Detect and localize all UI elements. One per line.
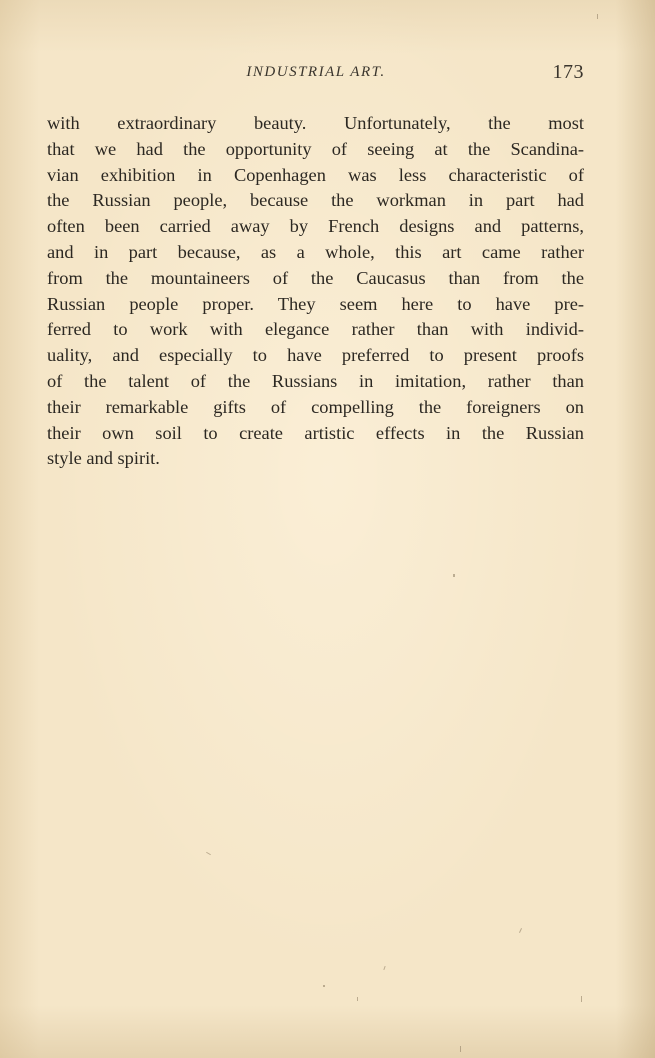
page-number: 173 [552,61,584,83]
text-line: style and spirit. [47,448,160,469]
text-line: Russian people proper. They seem here to have pre- [47,293,584,314]
text-line: the Russian people, because the workman in part had [47,190,584,211]
running-title: INDUSTRIAL ART. [246,64,386,80]
text-line: from the mountaineers of the Caucasus than from the [47,267,584,288]
paper-speck [581,996,582,1002]
text-line: and in part because, as a whole, this art came rather [47,241,584,262]
paper-speck [597,14,598,19]
text-line: ferred to work with elegance rather than with individ- [47,319,584,340]
paper-speck [206,852,211,855]
paper-speck [383,966,385,970]
text-line: uality, and especially to have preferred to present proofs [47,345,584,366]
text-line: their own soil to create artistic effects in the Russian [47,422,584,443]
running-head [48,61,584,87]
paper-speck [519,928,522,933]
text-line: with extraordinary beauty. Unfortunately, the most [47,113,584,133]
text-line: of the talent of the Russians in imitation, rather than [47,370,584,391]
body-paragraph [47,111,584,472]
paper-speck [357,997,358,1001]
paper-speck [453,574,455,577]
paper-speck [460,1046,461,1052]
text-line: their remarkable gifts of compelling the foreigners on [47,396,584,417]
text-line: that we had the opportunity of seeing at the Scandina- [47,138,584,159]
paper-speck [323,985,325,987]
text-line: often been carried away by French designs and patterns, [47,216,584,237]
text-line: vian exhibition in Copenhagen was less characteristic of [47,164,584,185]
